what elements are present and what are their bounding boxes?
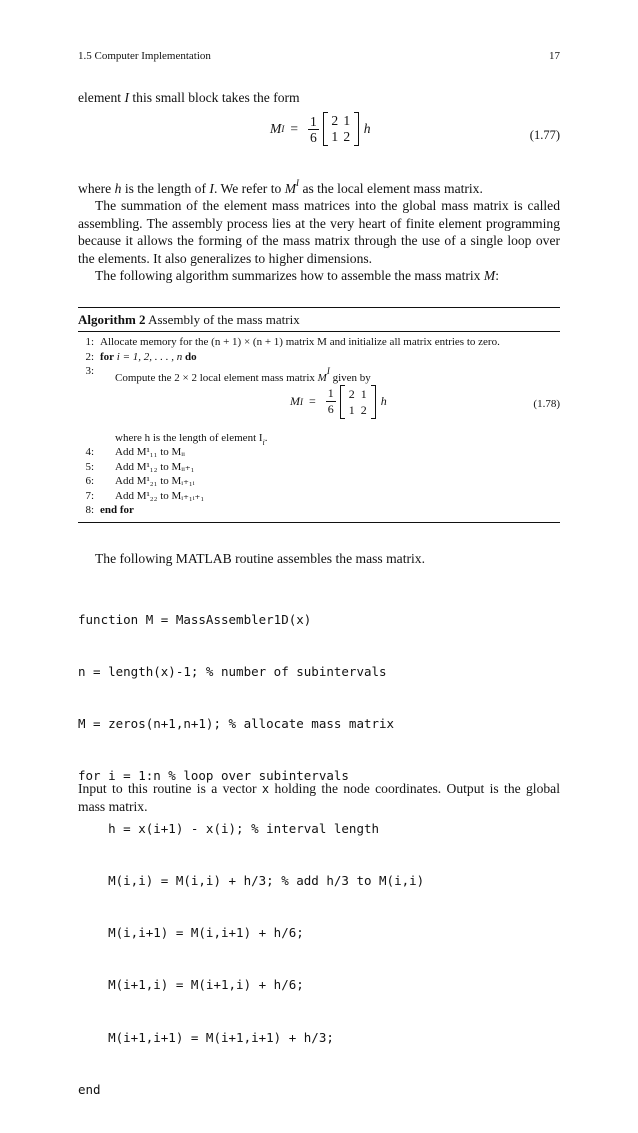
code-line: M(i+1,i+1) = M(i+1,i+1) + h/3;: [78, 1029, 334, 1045]
code-line: for i = 1:n % loop over subintervals: [78, 768, 349, 784]
code-line: M(i+1,i) = M(i+1,i) + h/6;: [78, 977, 304, 993]
algorithm-line-3: 3: Compute the 2 × 2 local element mass matrix $M^I$ given by: [85, 365, 371, 384]
code-line: end: [78, 1081, 101, 1097]
equation-body: M I = $\frac{1}{6}$ 2 1 1 2 h: [290, 386, 387, 417]
intro-line: element I this small block takes the form: [78, 90, 300, 105]
intro-block: [78, 89, 560, 164]
algorithm-line-5: 5: Add M¹₁₂ to Mᵢᵢ₊₁: [85, 460, 195, 473]
algorithm-line-7: 7: Add M¹₂₂ to Mᵢ₊₁ᵢ₊₁: [85, 489, 205, 502]
code-line: function M = MassAssembler1D(x): [78, 611, 312, 627]
algorithm-box: [78, 307, 560, 523]
closing-paragraph: Input to this routine is a vector x holding the node coordinates. Output is the global mass matrix.: [78, 781, 560, 815]
algorithm-line-4: 4: Add M¹₁₁ to Mᵢᵢ: [85, 446, 185, 458]
code-line: M(i,i+1) = M(i,i+1) + h/6;: [78, 925, 304, 941]
matrix: 2 1 1 2: [323, 112, 359, 146]
matrix: 2 1 1 2: [340, 385, 376, 419]
algorithm-line-2: 2: for i = 1, 2, . . . , n do: [85, 350, 197, 363]
paragraph-1: where h is the length of I. We refer to $M^I$ as the local element mass matrix.: [78, 178, 483, 196]
equation-body: M I = $\frac{1}{6}$ 2 1 1 2 h: [270, 113, 371, 145]
code-line: M(i,i) = M(i,i) + h/3; % add h/3 to M(i,i): [78, 872, 425, 888]
matlab-code-block: [78, 576, 424, 1133]
algorithm-where-line: where h is the length of element $I_i$.: [115, 431, 268, 447]
code-line: M = zeros(n+1,n+1); % allocate mass matrix: [78, 716, 395, 732]
algorithm-line-1: 1: Allocate memory for the (n + 1) × (n + 1) matrix M and initialize all matrix entries to zero.: [85, 336, 500, 348]
equation-1-78: [78, 379, 560, 431]
code-line: h = x(i+1) - x(i); % interval length: [78, 820, 380, 836]
algorithm-line-8: 8: end for: [85, 504, 134, 516]
algorithm-lines: [78, 332, 560, 522]
equation-number: (1.77): [529, 128, 560, 143]
algorithm-line-6: 6: Add M¹₂₁ to Mᵢ₊₁ᵢ: [85, 475, 195, 487]
equation-1-77: [78, 106, 560, 164]
matlab-intro: The following MATLAB routine assembles the mass matrix.: [95, 551, 425, 566]
algorithm-title: Algorithm 2 Assembly of the mass matrix: [78, 308, 560, 332]
paragraph-2: The summation of the element mass matrices into the global mass matrix is called assembling. The assembly process lies at the very heart of finite element programming because it allows the forming of the mass matrix through the use of a single loop over the elements. It also generalizes to higher dimensions.: [78, 198, 560, 266]
code-line: n = length(x)-1; % number of subintervals: [78, 664, 387, 680]
page-number: 17: [549, 50, 560, 62]
section-title: 1.5 Computer Implementation: [78, 50, 211, 62]
paragraph-3: The following algorithm summarizes how to assemble the mass matrix M:: [95, 268, 499, 284]
equation-number: (1.78): [533, 397, 560, 410]
body-paragraphs: [78, 175, 560, 284]
